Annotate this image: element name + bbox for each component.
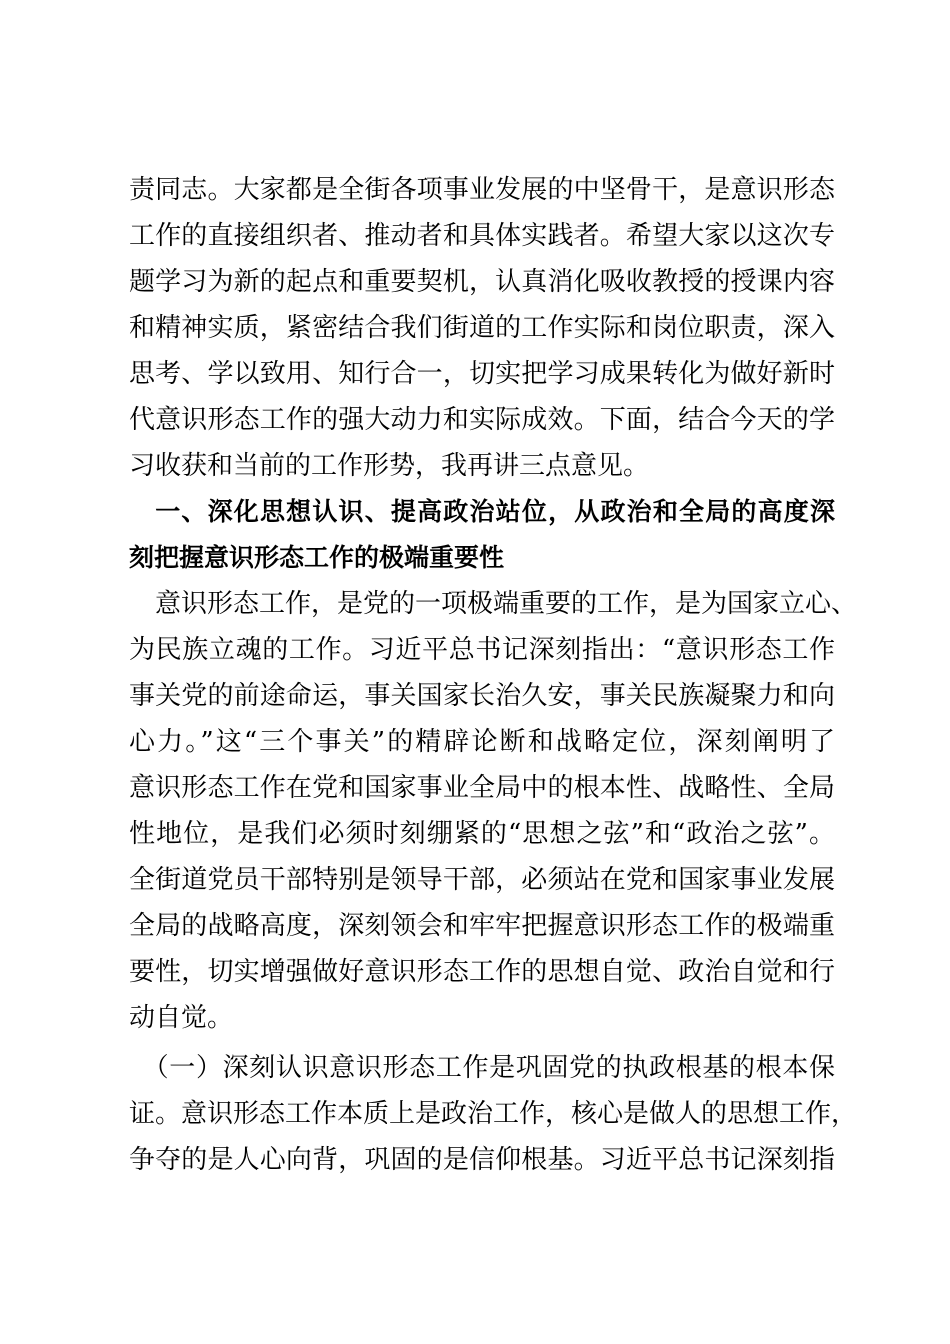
body-text-line: 全局的战略高度，深刻领会和牢牢把握意识形态工作的极端重 bbox=[129, 911, 835, 941]
body-text-line: 为民族立魂的工作。习近平总书记深刻指出：“意识形态工作 bbox=[129, 635, 835, 665]
body-text-line: 全街道党员干部特别是领导干部，必须站在党和国家事业发展 bbox=[129, 865, 835, 895]
body-text-line: 习收获和当前的工作形势，我再讲三点意见。 bbox=[129, 451, 650, 481]
body-text-line: 性地位，是我们必须时刻绷紧的“思想之弦”和“政治之弦”。 bbox=[129, 819, 835, 849]
body-text-line: 动自觉。 bbox=[129, 1003, 234, 1033]
body-text-line: 意识形态工作在党和国家事业全局中的根本性、战略性、全局 bbox=[129, 773, 835, 803]
body-text-line: 思考、学以致用、知行合一，切实把学习成果转化为做好新时 bbox=[129, 359, 835, 389]
body-text-line: 证。意识形态工作本质上是政治工作，核心是做人的思想工作， bbox=[129, 1099, 858, 1129]
body-text-line: 心力。”这“三个事关”的精辟论断和战略定位，深刻阐明了 bbox=[129, 727, 835, 757]
body-text-line: 争夺的是人心向背，巩固的是信仰根基。习近平总书记深刻指 bbox=[129, 1145, 835, 1175]
section-heading-line: 刻把握意识形态工作的极端重要性 bbox=[129, 543, 505, 572]
body-text-line: 要性，切实增强做好意识形态工作的思想自觉、政治自觉和行 bbox=[129, 957, 835, 987]
body-text-line: 责同志。大家都是全街各项事业发展的中坚骨干，是意识形态 bbox=[129, 175, 835, 205]
body-text-line: 事关党的前途命运，事关国家长治久安，事关民族凝聚力和向 bbox=[129, 681, 835, 711]
body-text-line: 和精神实质，紧密结合我们街道的工作实际和岗位职责，深入 bbox=[129, 313, 835, 343]
body-text-line: 代意识形态工作的强大动力和实际成效。下面，结合今天的学 bbox=[129, 405, 835, 435]
body-text-line: 意识形态工作，是党的一项极端重要的工作，是为国家立心、 bbox=[129, 589, 858, 619]
body-text-line: 工作的直接组织者、推动者和具体实践者。希望大家以这次专 bbox=[129, 221, 835, 251]
subsection-text-line: （一）深刻认识意识形态工作是巩固党的执政根基的根本保 bbox=[129, 1053, 835, 1083]
body-text-line: 题学习为新的起点和重要契机，认真消化吸收教授的授课内容 bbox=[129, 267, 835, 297]
section-heading-line: 一、深化思想认识、提高政治站位，从政治和全局的高度深 bbox=[129, 497, 835, 526]
